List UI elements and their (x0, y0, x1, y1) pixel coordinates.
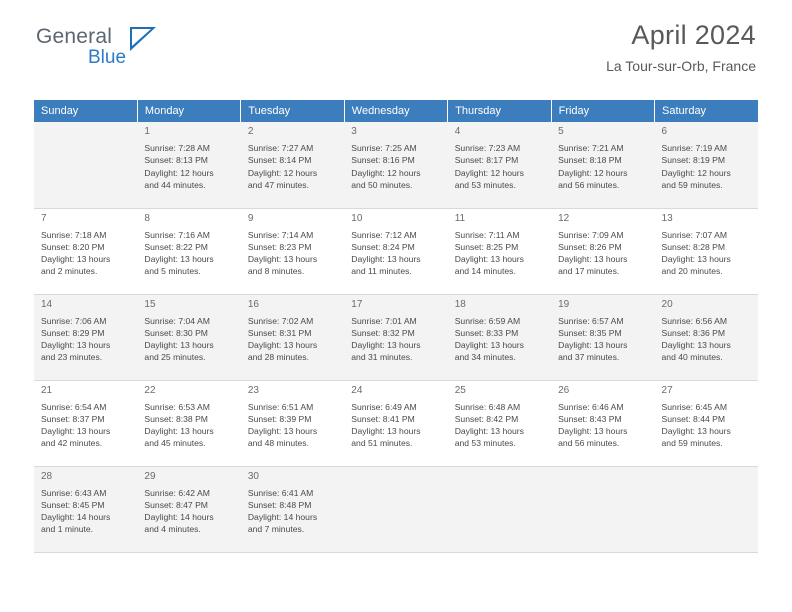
sunrise-text: Sunrise: 6:59 AM (454, 315, 521, 326)
daylight-text: and 25 minutes. (144, 352, 206, 363)
day-number: 19 (558, 298, 570, 310)
day-number: 4 (454, 126, 461, 137)
daylight-text: Daylight: 13 hours (144, 426, 214, 437)
logo[interactable] (36, 25, 127, 68)
daylight-text: and 2 minutes. (41, 266, 98, 277)
daylight-text: and 53 minutes. (454, 438, 516, 449)
calendar-day-cell[interactable] (241, 380, 344, 466)
sunset-text: Sunset: 8:39 PM (247, 413, 312, 424)
day-number: 1 (144, 126, 150, 137)
sunrise-text: Sunrise: 6:54 AM (41, 401, 107, 412)
location-label: La Tour-sur-Orb, France (606, 58, 756, 74)
calendar-day-cell[interactable] (137, 380, 240, 466)
day-number: 9 (247, 212, 254, 224)
daylight-text: and 45 minutes. (144, 438, 206, 449)
daylight-text: Daylight: 13 hours (144, 340, 214, 351)
day-number: 25 (454, 384, 466, 396)
daylight-text: and 40 minutes. (661, 352, 723, 363)
sunrise-text: Sunrise: 7:19 AM (661, 143, 727, 154)
daylight-text: Daylight: 13 hours (454, 254, 524, 265)
daylight-text: Daylight: 12 hours (558, 167, 628, 178)
daylight-text: Daylight: 13 hours (558, 254, 628, 265)
calendar-day-cell[interactable] (34, 294, 137, 380)
calendar-week-row (34, 294, 758, 380)
calendar-empty-cell (655, 466, 758, 552)
day-number: 12 (558, 212, 570, 224)
weekday-header-sunday: Sunday (34, 100, 137, 122)
sunset-text: Sunset: 8:48 PM (247, 499, 312, 510)
day-number: 3 (351, 126, 357, 137)
sunrise-sunset-calendar (34, 100, 758, 553)
sunrise-text: Sunrise: 7:21 AM (558, 143, 624, 154)
sunrise-text: Sunrise: 6:53 AM (144, 401, 210, 412)
sunset-text: Sunset: 8:14 PM (247, 155, 312, 166)
calendar-day-cell[interactable] (551, 208, 654, 294)
daylight-text: Daylight: 13 hours (661, 426, 731, 437)
daylight-text: and 44 minutes. (144, 179, 206, 190)
daylight-text: and 17 minutes. (558, 266, 620, 277)
calendar-empty-cell (34, 122, 137, 208)
sunset-text: Sunset: 8:47 PM (144, 499, 208, 510)
sunset-text: Sunset: 8:42 PM (454, 413, 519, 424)
sunset-text: Sunset: 8:24 PM (351, 241, 415, 252)
day-number: 30 (247, 470, 259, 482)
calendar-empty-cell (448, 466, 551, 552)
sunrise-text: Sunrise: 7:09 AM (558, 229, 624, 240)
calendar-body (34, 122, 758, 552)
weekday-header-row (34, 100, 758, 122)
calendar-day-cell[interactable] (34, 380, 137, 466)
sunrise-text: Sunrise: 6:49 AM (351, 401, 417, 412)
sunrise-text: Sunrise: 6:45 AM (661, 401, 727, 412)
daylight-text: and 47 minutes. (247, 179, 309, 190)
sunset-text: Sunset: 8:31 PM (247, 327, 312, 338)
daylight-text: and 14 minutes. (454, 266, 516, 277)
calendar-week-row (34, 208, 758, 294)
calendar-day-cell[interactable] (34, 466, 137, 552)
logo-text-general: General (36, 25, 113, 48)
calendar-day-cell[interactable] (137, 466, 240, 552)
calendar-day-cell[interactable] (448, 122, 551, 208)
daylight-text: Daylight: 13 hours (661, 254, 731, 265)
daylight-text: Daylight: 13 hours (41, 254, 111, 265)
sunset-text: Sunset: 8:25 PM (454, 241, 519, 252)
sunset-text: Sunset: 8:17 PM (454, 155, 519, 166)
day-number: 22 (144, 384, 156, 396)
daylight-text: and 48 minutes. (247, 438, 309, 449)
sunrise-text: Sunrise: 7:06 AM (41, 315, 107, 326)
daylight-text: Daylight: 12 hours (454, 167, 524, 178)
calendar-day-cell[interactable] (137, 208, 240, 294)
day-number: 7 (41, 212, 47, 224)
day-number: 14 (41, 298, 53, 310)
day-number: 23 (247, 384, 259, 396)
day-number: 24 (351, 384, 363, 396)
triangle-logo-inner-icon (132, 29, 151, 46)
weekday-header-monday: Monday (137, 100, 240, 122)
calendar-day-cell[interactable] (344, 380, 447, 466)
daylight-text: and 1 minute. (41, 524, 94, 535)
sunrise-text: Sunrise: 7:27 AM (247, 143, 314, 154)
sunset-text: Sunset: 8:13 PM (144, 155, 208, 166)
daylight-text: Daylight: 13 hours (41, 340, 111, 351)
day-number: 15 (144, 298, 156, 310)
daylight-text: and 8 minutes. (247, 266, 305, 277)
daylight-text: Daylight: 13 hours (558, 340, 628, 351)
daylight-text: Daylight: 12 hours (144, 167, 214, 178)
calendar-day-cell[interactable] (448, 294, 551, 380)
day-number: 6 (661, 126, 668, 137)
sunrise-text: Sunrise: 6:46 AM (558, 401, 624, 412)
sunrise-text: Sunrise: 7:23 AM (454, 143, 521, 154)
calendar-day-cell[interactable] (34, 208, 137, 294)
daylight-text: Daylight: 13 hours (454, 426, 524, 437)
daylight-text: and 11 minutes. (351, 266, 412, 277)
sunset-text: Sunset: 8:20 PM (41, 241, 105, 252)
sunset-text: Sunset: 8:41 PM (351, 413, 415, 424)
daylight-text: and 56 minutes. (558, 438, 620, 449)
sunset-text: Sunset: 8:35 PM (558, 327, 622, 338)
sunset-text: Sunset: 8:23 PM (247, 241, 312, 252)
day-number: 17 (351, 298, 363, 310)
calendar-day-cell[interactable] (241, 122, 344, 208)
sunset-text: Sunset: 8:29 PM (41, 327, 105, 338)
day-number: 13 (661, 212, 673, 224)
day-number: 16 (247, 298, 259, 310)
daylight-text: Daylight: 12 hours (351, 167, 421, 178)
weekday-header-thursday: Thursday (448, 100, 551, 122)
calendar-day-cell[interactable] (655, 380, 758, 466)
calendar-week-row (34, 122, 758, 208)
daylight-text: Daylight: 13 hours (247, 426, 318, 437)
weekday-header-tuesday: Tuesday (241, 100, 344, 122)
calendar-empty-cell (344, 466, 447, 552)
logo-text-blue: Blue (88, 47, 127, 68)
daylight-text: and 31 minutes. (351, 352, 413, 363)
calendar-week-row (34, 466, 758, 552)
sunset-text: Sunset: 8:30 PM (144, 327, 208, 338)
calendar-day-cell[interactable] (137, 122, 240, 208)
calendar-day-cell[interactable] (241, 208, 344, 294)
sunrise-text: Sunrise: 7:14 AM (247, 229, 314, 240)
sunrise-text: Sunrise: 7:18 AM (41, 229, 107, 240)
day-number: 18 (454, 298, 466, 310)
sunset-text: Sunset: 8:43 PM (558, 413, 622, 424)
daylight-text: and 23 minutes. (41, 352, 103, 363)
daylight-text: Daylight: 13 hours (247, 340, 318, 351)
calendar-day-cell[interactable] (344, 122, 447, 208)
day-number: 29 (144, 470, 156, 482)
daylight-text: and 56 minutes. (558, 179, 620, 190)
daylight-text: Daylight: 14 hours (41, 512, 111, 523)
calendar-day-cell[interactable] (241, 294, 344, 380)
calendar-day-cell[interactable] (655, 122, 758, 208)
sunset-text: Sunset: 8:18 PM (558, 155, 622, 166)
day-number: 5 (558, 126, 564, 137)
daylight-text: Daylight: 13 hours (454, 340, 524, 351)
daylight-text: Daylight: 13 hours (558, 426, 628, 437)
daylight-text: and 59 minutes. (661, 179, 723, 190)
calendar-week-row (34, 380, 758, 466)
sunrise-text: Sunrise: 7:25 AM (351, 143, 417, 154)
day-number: 26 (558, 384, 570, 396)
daylight-text: Daylight: 13 hours (661, 340, 731, 351)
calendar-empty-cell (551, 466, 654, 552)
sunrise-text: Sunrise: 6:43 AM (41, 487, 107, 498)
sunset-text: Sunset: 8:28 PM (661, 241, 726, 252)
daylight-text: and 7 minutes. (247, 524, 305, 535)
sunset-text: Sunset: 8:32 PM (351, 327, 415, 338)
page-header (34, 0, 758, 72)
sunrise-text: Sunrise: 7:02 AM (247, 315, 314, 326)
daylight-text: and 20 minutes. (661, 266, 723, 277)
sunset-text: Sunset: 8:38 PM (144, 413, 208, 424)
daylight-text: and 53 minutes. (454, 179, 516, 190)
sunrise-text: Sunrise: 7:12 AM (351, 229, 417, 240)
calendar-day-cell[interactable] (551, 380, 654, 466)
calendar-day-cell[interactable] (241, 466, 344, 552)
sunrise-text: Sunrise: 6:57 AM (558, 315, 624, 326)
calendar-day-cell[interactable] (344, 294, 447, 380)
daylight-text: Daylight: 14 hours (247, 512, 318, 523)
daylight-text: Daylight: 13 hours (351, 254, 421, 265)
sunset-text: Sunset: 8:45 PM (41, 499, 105, 510)
sunset-text: Sunset: 8:19 PM (661, 155, 726, 166)
sunset-text: Sunset: 8:36 PM (661, 327, 726, 338)
sunset-text: Sunset: 8:44 PM (661, 413, 726, 424)
sunrise-text: Sunrise: 6:42 AM (144, 487, 210, 498)
sunset-text: Sunset: 8:22 PM (144, 241, 208, 252)
calendar-day-cell[interactable] (655, 294, 758, 380)
sunset-text: Sunset: 8:37 PM (41, 413, 105, 424)
daylight-text: Daylight: 13 hours (247, 254, 318, 265)
daylight-text: Daylight: 14 hours (144, 512, 214, 523)
sunrise-text: Sunrise: 7:28 AM (144, 143, 210, 154)
daylight-text: and 37 minutes. (558, 352, 620, 363)
calendar-day-cell[interactable] (448, 208, 551, 294)
calendar-day-cell[interactable] (137, 294, 240, 380)
sunrise-text: Sunrise: 6:48 AM (454, 401, 521, 412)
day-number: 8 (144, 212, 150, 224)
day-number: 10 (351, 212, 363, 224)
sunrise-text: Sunrise: 6:51 AM (247, 401, 314, 412)
calendar-day-cell[interactable] (551, 294, 654, 380)
sunrise-text: Sunrise: 7:11 AM (454, 229, 520, 240)
day-number: 27 (661, 384, 673, 396)
daylight-text: and 34 minutes. (454, 352, 516, 363)
daylight-text: and 28 minutes. (247, 352, 309, 363)
day-number: 11 (454, 212, 466, 224)
sunset-text: Sunset: 8:26 PM (558, 241, 622, 252)
daylight-text: and 42 minutes. (41, 438, 103, 449)
daylight-text: and 5 minutes. (144, 266, 201, 277)
day-number: 20 (661, 298, 673, 310)
daylight-text: and 51 minutes. (351, 438, 413, 449)
daylight-text: and 4 minutes. (144, 524, 201, 535)
daylight-text: and 59 minutes. (661, 438, 723, 449)
page-title: April 2024 (631, 20, 756, 50)
day-number: 2 (247, 126, 254, 137)
weekday-header-saturday: Saturday (655, 100, 758, 122)
sunrise-text: Sunrise: 6:41 AM (247, 487, 314, 498)
sunset-text: Sunset: 8:33 PM (454, 327, 519, 338)
daylight-text: Daylight: 12 hours (247, 167, 318, 178)
day-number: 28 (41, 470, 53, 482)
daylight-text: Daylight: 12 hours (661, 167, 731, 178)
sunrise-text: Sunrise: 6:56 AM (661, 315, 727, 326)
calendar-day-cell[interactable] (448, 380, 551, 466)
sunset-text: Sunset: 8:16 PM (351, 155, 415, 166)
calendar-day-cell[interactable] (551, 122, 654, 208)
daylight-text: Daylight: 13 hours (351, 340, 421, 351)
calendar-day-cell[interactable] (655, 208, 758, 294)
daylight-text: Daylight: 13 hours (41, 426, 111, 437)
daylight-text: Daylight: 13 hours (144, 254, 214, 265)
daylight-text: and 50 minutes. (351, 179, 413, 190)
sunrise-text: Sunrise: 7:16 AM (144, 229, 210, 240)
sunrise-text: Sunrise: 7:04 AM (144, 315, 210, 326)
calendar-day-cell[interactable] (344, 208, 447, 294)
sunrise-text: Sunrise: 7:07 AM (661, 229, 727, 240)
daylight-text: Daylight: 13 hours (351, 426, 421, 437)
weekday-header-wednesday: Wednesday (344, 100, 447, 122)
day-number: 21 (41, 384, 53, 396)
sunrise-text: Sunrise: 7:01 AM (351, 315, 417, 326)
weekday-header-friday: Friday (551, 100, 654, 122)
